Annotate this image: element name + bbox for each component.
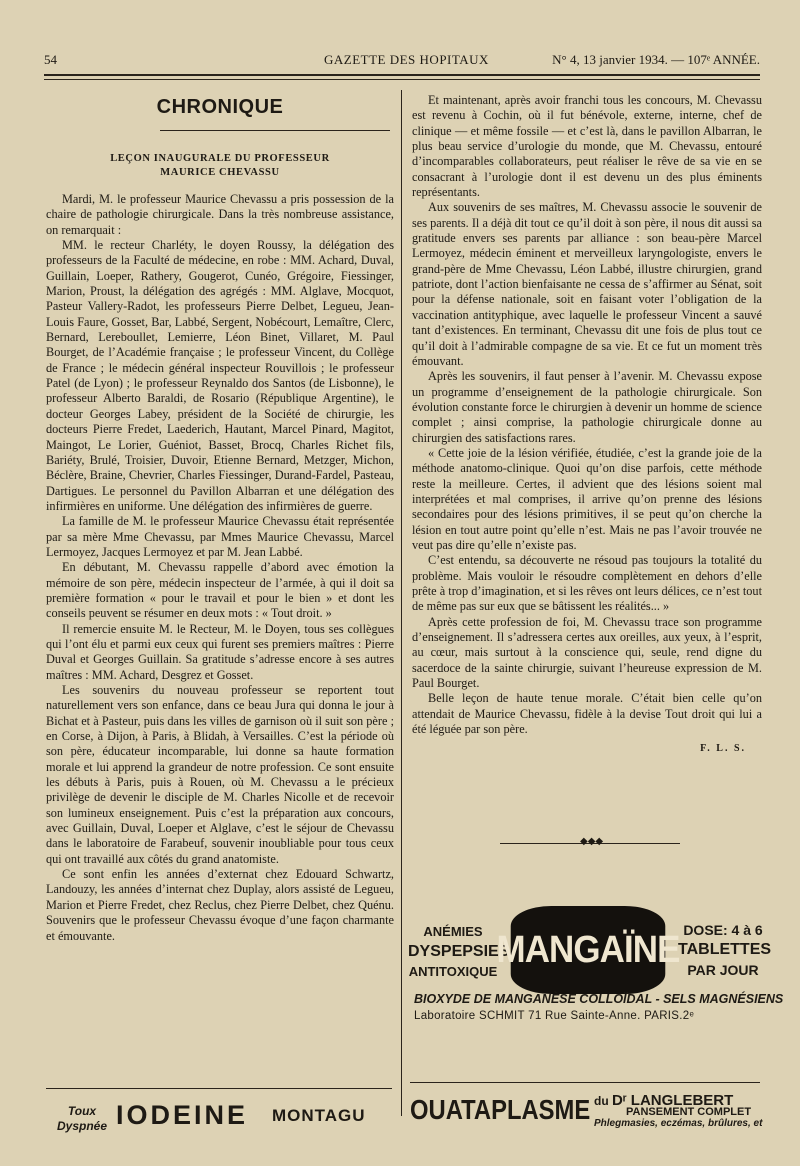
ouataplasme-subtitle: PANSEMENT COMPLET [626, 1106, 752, 1118]
heading-rule [160, 130, 390, 131]
paragraph: Aux souvenirs de ses maîtres, M. Chevassu associe le souvenir de ses parents. Il a déjà dit tout ce qu’il doit à son père, il nous dit aussi sa gratitude envers ses parents par alliance : son beau-père Marcel Lermoyez, médecin éminent et merveilleux laryngologiste, envers le grand-père de Mme Chevassu, Léon Labbé, illustre chirurgien, grand patriote, dont l’action bienfaisante ne cessa de s’affirmer au Sénat, soit pour la défense nationale, soit en faisant voter l’obligation de la vaccination antityphique, avec laquelle le professeur Vincent a sauvé tant d’existences. En terminant, Chevassu dit une fois de plus tout ce qu’il doit à l’admirable compagne de sa vie. Et ce fut un moment très émouvant. [412, 200, 762, 368]
paragraph: Belle leçon de haute tenue morale. C’était bien celle qu’on attendait de Maurice Chevassu, fidèle à la devise Tout droit qui lui a été léguée par son père. [412, 691, 762, 737]
dosage-line: PAR JOUR [687, 962, 759, 978]
paragraph: Et maintenant, après avoir franchi tous les concours, M. Chevassu est revenu à Cochin, où il fut bénévole, externe, interne, chef de clinique — et même fossile — et c’est là, dans le pavillon Albarran, le plus beau service d’urologie du monde, que M. Chevassu, entouré d’incomparables collaborateurs, peut réaliser le rêve de sa vie en se consacrant à l’urologie dont il est devenu un des plus éminents représentants. [412, 93, 762, 200]
mangaine-address: Laboratoire SCHMIT 71 Rue Sainte-Anne. PARIS.2ᵉ [414, 1010, 695, 1022]
publication-title: GAZETTE DES HOPITAUX [324, 52, 489, 67]
indication-line: DYSPEPSIES [408, 943, 510, 960]
paragraph: Les souvenirs du nouveau professeur se reportent tout naturellement vers son enfance, dans ce beau Jura qui donna le jour à Bichat et à Pasteur, puis dans les villes de garnison où il suit son père ; en Corse, à Dijon, à Paris, à Blidah, à Versailles. C’est la période où son père, éducateur incomparable, lui donne sa haute formation morale et lui apprend la grandeur de notre profession. Ce sont ensuite les débuts à Paris, puis à Rouen, où M. Chevassu a le précieux privilège de devenir le disciple de M. Charles Nicolle et de recevoir son lumineux enseignement. Puis c’est la préparation aux concours, avec Guillain, Duval, Loeper et Alglave, c’est le séjour de Chevassu dans le laboratoire de Farabeuf, souvenir inoubliable pour tous ceux qui ont travaillé aux côtés du grand anatomiste. [46, 683, 394, 866]
paragraph: Ce sont enfin les années d’externat chez Edouard Schwartz, Landouzy, les années d’internat chez Duplay, alors assisté de Legueu, Marion et Pierre Fredet, chez Reclus, chez Pierre Delbet, chez Quénu. Souvenirs que le professeur Chevassu évoque d’une façon charmante et émouvante. [46, 867, 394, 943]
ouataplasme-advertisement [408, 1092, 764, 1148]
indication-line: Dyspnée [56, 1119, 108, 1133]
indication-line: ANTITOXIQUE [408, 964, 498, 979]
paragraph: Après les souvenirs, il faut penser à l’avenir. M. Chevassu expose un programme d’enseignement de la pathologie chirurgicale. Son évolution constante force le chirurgien à devenir un homme de science complet ; ainsi comprise, la pathologie chirurgicale donne au chirurgien des satisfactions rares. [412, 369, 762, 445]
mangaine-logo: MANGAÏNE [511, 906, 666, 994]
iodeine-advertisement [46, 1098, 392, 1148]
ouataplasme-brand: OUATAPLASME [410, 1094, 591, 1125]
iodeine-indications [54, 1104, 110, 1134]
header-rule-thin [44, 79, 760, 80]
dosage-line: DOSE: 4 à 6 [683, 922, 763, 938]
issue-info: N° 4, 13 janvier 1934. — 107ᵉ ANNÉE. [552, 52, 760, 67]
indication-line: Toux [67, 1104, 97, 1118]
ad-rule [410, 1082, 760, 1083]
dosage-line: TABLETTES [678, 941, 772, 958]
ouataplasme-indications: Phlegmasies, eczémas, brûlures, et [594, 1118, 763, 1129]
mangaine-dosage [678, 920, 772, 980]
iodeine-brand: IODEINE [116, 1100, 249, 1130]
paragraph: La famille de M. le professeur Maurice Chevassu était représentée par sa mère Mme Chevassu, par Mmes Maurice Chevassu, Marcel Lermoyez, Jacques Lermoyez et par M. Jean Labbé. [46, 514, 394, 559]
subtitle-line: LEÇON INAUGURALE DU PROFESSEUR [110, 153, 330, 164]
right-column [412, 93, 762, 757]
article-subtitle [46, 152, 394, 180]
author-signature: F. L. S. [700, 743, 746, 755]
ornament-diamond-icon: ◆◆◆ [580, 836, 604, 847]
paragraph: MM. le recteur Charléty, le doyen Roussy, la délégation des professeurs de la Faculté de médecine, en robe : MM. Achard, Duval, Guillain, Loeper, Rathery, Gougerot, Cunéo, Grégoire, Fiessinger, Marion, Proust, la délégation des agrégés : MM. Alglave, Mocquot, Pasteur Vallery-Radot, les professeurs Pierre Delbet, Legueu, Jean-Louis Faure, Gosset, Bar, Labbé, Sergent, Nobécourt, Lemaître, Clerc, Bernard, Lereboullet, Lemierre, Léon Binet, Villaret, M. Paul Bourget, de l’Académie française ; le professeur Vincent, du Collège de France ; le médecin général inspecteur Rouvillois ; le professeur Patel (de Lyon) ; le professeur Reynaldo dos Santos (de Lisbonne), le professeur Alberto Baraldi, de Rosario (République Argentine), le docteur Georges Labey, président de la Société de chirurgie, les docteurs Pierre Fredet, Laederich, Hautant, Marcel Pinard, Magitot, Maingot, Le Lorier, Guéniot, Basset, Brocq, Charles Richet fils, Bariéty, Brulé, Troisier, Duvoir, Etienne Bernard, Metzger, Michon, Béclère, Braine, Chevrier, Charles Fiessinger, Durand-Fardel, Pasteau, Dartigues. Le personnel du Pavillon Albarran et une délégation des infirmières en uniforme. Une délégation des infirmières de guerre. [46, 238, 394, 513]
paragraph: Mardi, M. le professeur Maurice Chevassu a pris possession de la chaire de pathologie chirurgicale. Dans la très nombreuse assistance, on remarquait : [46, 192, 394, 237]
mangaine-indications [408, 922, 510, 982]
du-label: du [594, 1094, 609, 1108]
left-column [46, 192, 394, 944]
paragraph: Il remercie ensuite M. le Recteur, M. le Doyen, tous ses collègues qui l’ont élu et parmi eux ceux qui furent ses premiers maîtres : Pierre Duval et Georges Guillain. Sa gratitude s’adresse encore à ses autres maîtres : MM. Achard, Desgrez et Gosset. [46, 621, 394, 682]
paragraph: Après cette profession de foi, M. Chevassu trace son programme d’enseignement. Il s’adressera certes aux oreilles, aux yeux, à l’esprit, au cœur, mais surtout à la conscience qui, seule, rend digne du sacerdoce de la sainte chirurgie, suivant l’heureuse expression de M. Paul Bourget. [412, 614, 762, 691]
mangaine-advertisement [408, 900, 784, 1075]
mangaine-tagline: BIOXYDE DE MANGANÈSE COLLOÏDAL - SELS MAGNÉSIENS [414, 992, 784, 1006]
doctor-name: Dʳ LANGLEBERT [612, 1092, 734, 1109]
page-header [44, 52, 760, 72]
paragraph: « Cette joie de la lésion vérifiée, étudiée, c’est la grande joie de la méthode anatomo-clinique. Quoi qu’on dise parfois, cette méthode reste la meilleure. Certes, il advient que des lésions soient mal interprétées et mal comprises, il arrive qu’on prenne des lésions secondaires pour des lésions primitives, il se peut qu’on cherche la lésion en tout autre point qu’elle n’est. Mais ne pas l’avoir trouvée ne veut pas dire qu’elle n’existe pas. [412, 445, 762, 552]
paragraph: C’est entendu, sa découverte ne résoud pas toujours la totalité du problème. Mais vouloir le résoudre complètement en dehors d’elle prête à trop d’imagination, et si les rêves ont leurs délices, ce n’est tout de même pas sur eux que se bâtissent les réalités... » [412, 553, 762, 614]
section-heading: CHRONIQUE [156, 96, 284, 118]
ad-rule [46, 1088, 392, 1089]
indication-line: ANÉMIES [423, 924, 483, 939]
page-number: 54 [44, 52, 57, 67]
header-rule [44, 74, 760, 76]
subtitle-line: MAURICE CHEVASSU [160, 167, 280, 178]
paragraph: En débutant, M. Chevassu rappelle d’abord avec émotion la mémoire de son père, médecin inspecteur de l’armée, à qui il doit sa première formation « pour le travail et pour le bien » et dont les conseils peuvent se résumer en deux mots : « Tout droit. » [46, 560, 394, 621]
iodeine-maker: MONTAGU [272, 1106, 366, 1125]
column-divider [401, 90, 402, 1116]
